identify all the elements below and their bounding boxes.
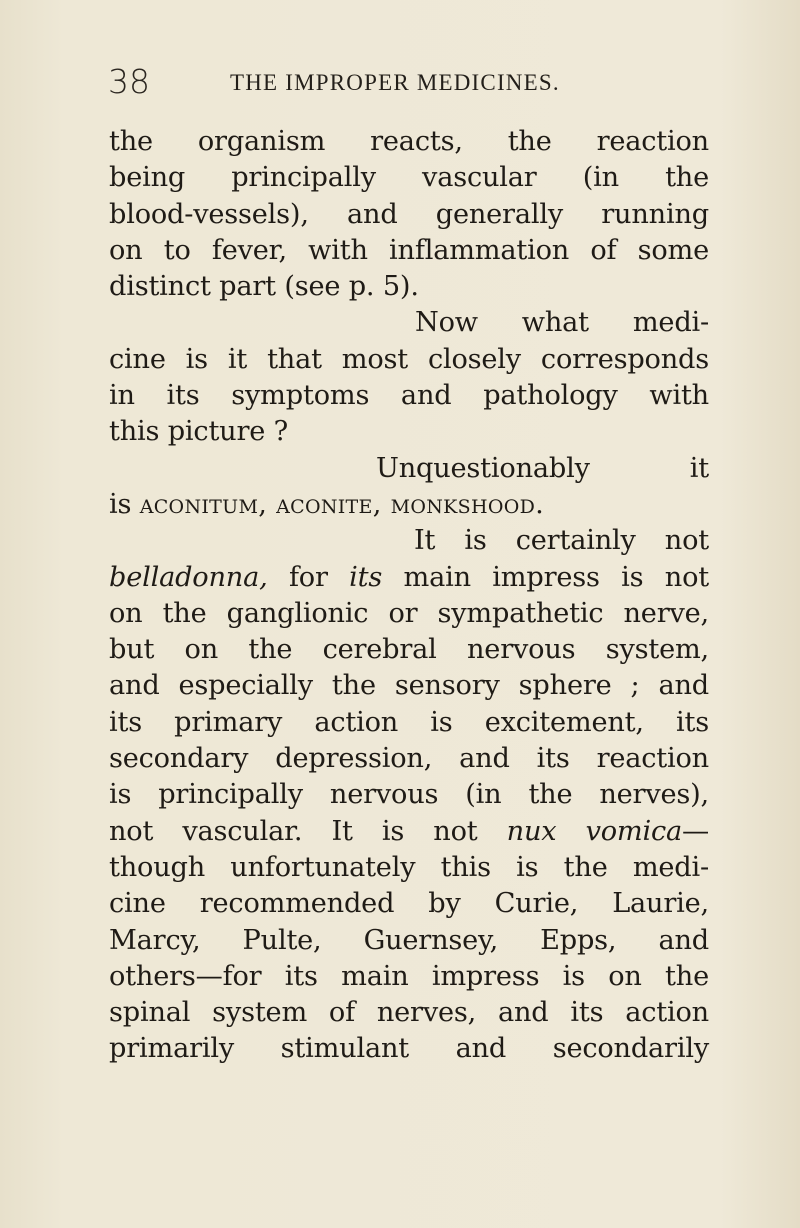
text-line bbox=[109, 487, 709, 523]
text-line bbox=[109, 814, 709, 850]
aconitum-term: aconitum, aconite, monkshood. bbox=[139, 488, 545, 520]
text-line: but on the cerebral nervous system, bbox=[109, 634, 709, 666]
text-line: spinal system of nerves, and its action bbox=[109, 997, 709, 1029]
body-text bbox=[109, 124, 709, 1068]
text-line: being principally vascular (in the bbox=[109, 162, 709, 194]
text-line: secondary depression, and its reaction bbox=[109, 743, 709, 775]
belladonna-term: belladonna, bbox=[109, 561, 268, 593]
text-line: blood-vessels), and generally running bbox=[109, 198, 709, 230]
page-header bbox=[108, 62, 708, 102]
nux-vomica-term: nux vomica bbox=[506, 815, 683, 847]
text-line: this picture ? bbox=[109, 416, 288, 448]
text-line: its primary action is excitement, its bbox=[109, 706, 709, 738]
page-number: 38 bbox=[108, 62, 150, 101]
em-dash: — bbox=[682, 815, 710, 847]
text-line: cine recommended by Curie, Laurie, bbox=[109, 888, 709, 920]
its-emphasis: its bbox=[349, 561, 383, 593]
text-line: primarily stimulant and secondarily bbox=[109, 1033, 709, 1065]
text-line: distinct part (see p. 5). bbox=[109, 271, 419, 303]
text-fragment: for bbox=[288, 561, 328, 593]
text-line: in its symptoms and pathology with bbox=[109, 380, 709, 412]
text-line: the organism reacts, the reaction bbox=[109, 126, 709, 157]
text-line bbox=[109, 560, 709, 596]
text-line: though unfortunately this is the medi- bbox=[109, 851, 709, 883]
text-fragment: not vascular. It is not bbox=[109, 815, 478, 847]
text-line: cine is it that most closely corresponds bbox=[109, 343, 709, 375]
text-line: It is certainly not bbox=[414, 525, 709, 557]
text-line: on the ganglionic or sympathetic nerve, bbox=[109, 597, 709, 629]
text-fragment: main impress is not bbox=[403, 561, 709, 593]
text-fragment: is bbox=[109, 488, 132, 520]
text-line: on to fever, with inflammation of some bbox=[109, 234, 709, 266]
text-line: is principally nervous (in the nerves), bbox=[109, 779, 709, 811]
text-line: Now what medi- bbox=[415, 307, 709, 339]
text-line: Unquestionably it bbox=[376, 452, 709, 484]
text-line: Marcy, Pulte, Guernsey, Epps, and bbox=[109, 924, 709, 956]
running-head: THE IMPROPER MEDICINES. bbox=[230, 70, 560, 95]
text-line: others—for its main impress is on the bbox=[109, 960, 709, 992]
text-line: and especially the sensory sphere ; and bbox=[109, 670, 709, 702]
